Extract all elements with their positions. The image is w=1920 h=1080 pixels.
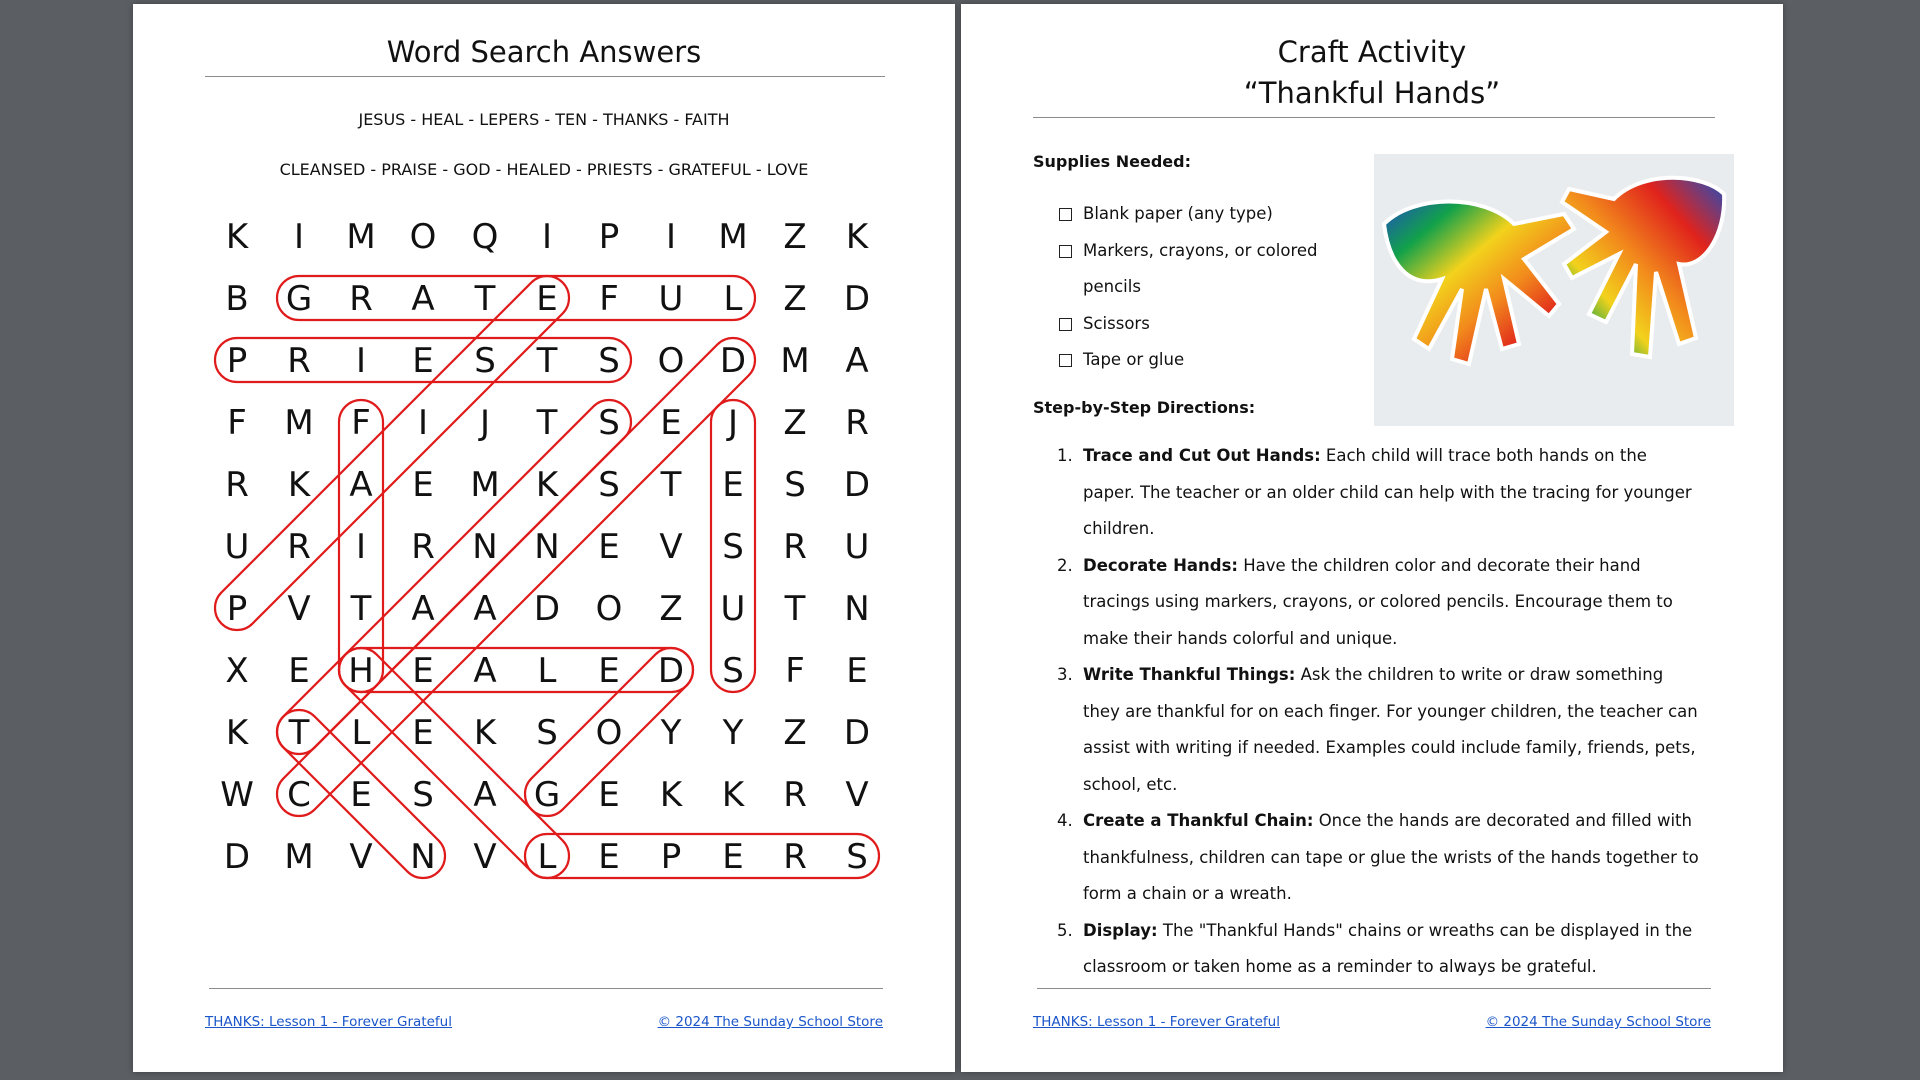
step-text: The "Thankful Hands" chains or wreaths can be displayed in the classroom or taken home as a reminder to always be grateful. (1083, 920, 1693, 976)
grid-letter: R (783, 527, 807, 567)
grid-letter: H (348, 651, 374, 691)
grid-letter: T (536, 403, 558, 443)
grid-letter: V (349, 837, 373, 877)
grid-letter: E (598, 651, 620, 691)
grid-letter: F (599, 279, 619, 319)
grid-letter: V (659, 527, 683, 567)
footer-copyright-link[interactable]: © 2024 The Sunday School Store (1485, 1014, 1711, 1030)
grid-letter: R (349, 279, 373, 319)
grid-letter: K (473, 713, 497, 753)
title-line-2: “Thankful Hands” (1243, 76, 1501, 110)
grid-letter: K (287, 465, 311, 505)
grid-letter: N (410, 837, 436, 877)
grid-letter: V (473, 837, 497, 877)
grid-letter: K (845, 217, 869, 257)
grid-letter: R (845, 403, 869, 443)
step-label: Display: (1083, 920, 1158, 940)
grid-letter: T (474, 279, 496, 319)
grid-letter: Z (783, 279, 807, 319)
grid-letter: D (843, 713, 871, 753)
step-number: 1. (1057, 446, 1073, 465)
grid-letter: E (722, 465, 744, 505)
footer-lesson-link[interactable]: THANKS: Lesson 1 - Forever Grateful (205, 1014, 452, 1030)
step-label: Decorate Hands: (1083, 555, 1239, 575)
grid-letter: R (411, 527, 435, 567)
step-text: Once the hands are decorated and filled with thankfulness, children can tape or glue the wrists of the hands together to form a chain or a wreath. (1083, 811, 1699, 903)
grid-letter: M (718, 217, 748, 257)
supply-item (1059, 306, 1319, 343)
step-item (1059, 913, 1699, 986)
grid-letter: S (722, 651, 744, 691)
grid-letter: M (780, 341, 810, 381)
grid-letter: S (412, 775, 434, 815)
grid-letter: E (598, 837, 620, 877)
grid-letter: M (284, 403, 314, 443)
step-number: 2. (1057, 555, 1073, 575)
grid-letter: P (226, 341, 248, 381)
grid-letter: K (721, 775, 745, 815)
grid-letter: R (287, 341, 311, 381)
grid-letter: P (660, 837, 682, 877)
rainbow-handprints-image (1374, 154, 1734, 426)
grid-letter: S (598, 403, 620, 443)
grid-letter: S (474, 341, 496, 381)
title-divider (1033, 117, 1715, 118)
footer-divider (209, 988, 883, 989)
grid-letter: G (533, 775, 561, 815)
step-text: Have the children color and decorate their hand tracings using markers, crayons, or colored pencils. Encourage them to make their hands colorful and unique. (1083, 555, 1673, 648)
grid-letter: U (224, 527, 250, 567)
grid-letter: M (346, 217, 376, 257)
grid-letter: D (719, 341, 747, 381)
supply-item (1059, 196, 1319, 233)
supplies-heading: Supplies Needed: (1033, 152, 1191, 171)
steps-list (1059, 438, 1699, 986)
grid-letter: P (226, 589, 248, 629)
checkbox-icon[interactable] (1059, 208, 1072, 221)
grid-letter: U (658, 279, 684, 319)
grid-letter: O (657, 341, 685, 381)
grid-letter: E (598, 527, 620, 567)
grid-letter: D (657, 651, 685, 691)
step-label: Write Thankful Things: (1083, 665, 1296, 684)
grid-letter: K (225, 713, 249, 753)
grid-letter: W (220, 775, 254, 815)
checkbox-icon[interactable] (1059, 245, 1072, 258)
step-number: 3. (1057, 665, 1073, 684)
grid-letter: T (660, 465, 682, 505)
grid-letter: G (285, 279, 313, 319)
grid-letter: E (288, 651, 310, 691)
grid-letter: N (472, 527, 498, 567)
step-item (1059, 548, 1699, 658)
grid-letter: X (225, 651, 249, 691)
grid-letter: V (287, 589, 311, 629)
answer-loop-cleansed (268, 329, 764, 825)
supply-label: Scissors (1083, 313, 1150, 333)
step-item (1059, 803, 1699, 913)
grid-letter: K (659, 775, 683, 815)
grid-letter: I (665, 217, 677, 257)
grid-letter: S (722, 527, 744, 567)
supply-label: Tape or glue (1083, 350, 1185, 369)
grid-letter: S (598, 341, 620, 381)
step-label: Trace and Cut Out Hands: (1083, 446, 1321, 465)
grid-letter: E (412, 341, 434, 381)
grid-letter: Z (783, 403, 807, 443)
grid-letter: S (536, 713, 558, 753)
grid-letter: R (287, 527, 311, 567)
grid-letter: K (535, 465, 559, 505)
grid-letter: T (288, 713, 310, 753)
grid-letter: F (351, 403, 371, 443)
grid-letter: N (534, 527, 560, 567)
answer-loop-praise (206, 267, 578, 639)
footer-copyright-link[interactable]: © 2024 The Sunday School Store (657, 1014, 883, 1030)
title-line-1: Craft Activity (1277, 35, 1467, 69)
grid-letter: T (536, 341, 558, 381)
step-item (1059, 438, 1699, 548)
grid-letter: E (722, 837, 744, 877)
grid-letter: F (227, 403, 247, 443)
word-search-grid-svg (133, 4, 955, 1072)
grid-letter: A (473, 775, 497, 815)
grid-letter: Q (471, 217, 499, 257)
word-search-page (133, 4, 955, 1072)
grid-letter: E (598, 775, 620, 815)
footer-divider (1037, 988, 1711, 989)
checkbox-icon[interactable] (1059, 318, 1072, 331)
grid-letter: U (720, 589, 746, 629)
grid-letter: A (473, 651, 497, 691)
answer-loop-thanks (268, 391, 640, 763)
grid-letter: R (225, 465, 249, 505)
grid-letter: E (350, 775, 372, 815)
grid-letter: N (844, 589, 870, 629)
grid-letter: E (412, 713, 434, 753)
grid-letter: I (293, 217, 305, 257)
grid-letter: L (723, 279, 743, 319)
page-title (961, 32, 1783, 114)
grid-letter: L (351, 713, 371, 753)
step-number: 4. (1057, 811, 1073, 830)
grid-letter: R (783, 775, 807, 815)
grid-letter: I (355, 527, 367, 567)
grid-letter: O (409, 217, 437, 257)
grid-letter: D (843, 279, 871, 319)
grid-letter: L (537, 651, 557, 691)
grid-letter: S (598, 465, 620, 505)
grid-letter: P (598, 217, 620, 257)
step-label: Create a Thankful Chain: (1083, 811, 1314, 830)
grid-letter: E (412, 651, 434, 691)
grid-letter: I (355, 341, 367, 381)
grid-letter: Z (783, 217, 807, 257)
grid-letter: Y (722, 713, 744, 753)
grid-letter: A (411, 279, 435, 319)
step-text: Ask the children to write or draw something they are thankful for on each finger. For younger children, the teacher can assist with writing if needed. Examples could include family, friends, pets, school, etc. (1083, 665, 1698, 794)
word-list-line-2: CLEANSED - PRAISE - GOD - HEALED - PRIESTS - GRATEFUL - LOVE (279, 160, 809, 179)
supply-item (1059, 233, 1319, 306)
grid-letter: E (412, 465, 434, 505)
page-title: Word Search Answers (386, 35, 702, 69)
grid-letter: F (785, 651, 805, 691)
supply-label: Blank paper (any type) (1083, 204, 1273, 223)
grid-letter: J (727, 403, 739, 443)
supplies-list (1059, 196, 1319, 379)
grid-letter: L (537, 837, 557, 877)
grid-letter: Z (783, 713, 807, 753)
grid-letter: K (225, 217, 249, 257)
grid-letter: D (223, 837, 251, 877)
supply-label: Markers, crayons, or colored pencils (1083, 240, 1318, 296)
step-text: Each child will trace both hands on the paper. The teacher or an older child can help with the tracing for younger children. (1083, 446, 1692, 538)
grid-letter: M (284, 837, 314, 877)
grid-letter: A (845, 341, 869, 381)
grid-letter: A (473, 589, 497, 629)
supply-item (1059, 342, 1319, 379)
checkbox-icon[interactable] (1059, 354, 1072, 367)
grid-letter: Z (659, 589, 683, 629)
grid-letter: E (660, 403, 682, 443)
grid-letter: E (536, 279, 558, 319)
grid-letter: V (845, 775, 869, 815)
grid-letter: M (470, 465, 500, 505)
steps-heading: Step-by-Step Directions: (1033, 398, 1256, 417)
grid-letter: J (479, 403, 491, 443)
word-list-line-1: JESUS - HEAL - LEPERS - TEN - THANKS - FAITH (358, 110, 730, 129)
grid-letter: O (595, 713, 623, 753)
grid-letter: O (595, 589, 623, 629)
grid-letter: R (783, 837, 807, 877)
grid-letter: D (843, 465, 871, 505)
grid-letter: I (417, 403, 429, 443)
craft-activity-page (961, 4, 1783, 1072)
grid-letter: C (287, 775, 311, 815)
grid-letter: S (846, 837, 868, 877)
grid-letter: S (784, 465, 806, 505)
grid-letter: D (533, 589, 561, 629)
grid-letter: U (844, 527, 870, 567)
grid-letter: I (541, 217, 553, 257)
answer-loop-lepers (525, 834, 879, 878)
grid-letter: T (350, 589, 372, 629)
grid-letter: T (784, 589, 806, 629)
step-item (1059, 657, 1699, 803)
grid-letter: A (349, 465, 373, 505)
grid-letter: A (411, 589, 435, 629)
step-number: 5. (1057, 920, 1073, 940)
footer-lesson-link[interactable]: THANKS: Lesson 1 - Forever Grateful (1033, 1014, 1280, 1030)
grid-letter: B (225, 279, 249, 319)
grid-letter: Y (660, 713, 682, 753)
word-search-grid (133, 4, 955, 1072)
grid-letter: E (846, 651, 868, 691)
